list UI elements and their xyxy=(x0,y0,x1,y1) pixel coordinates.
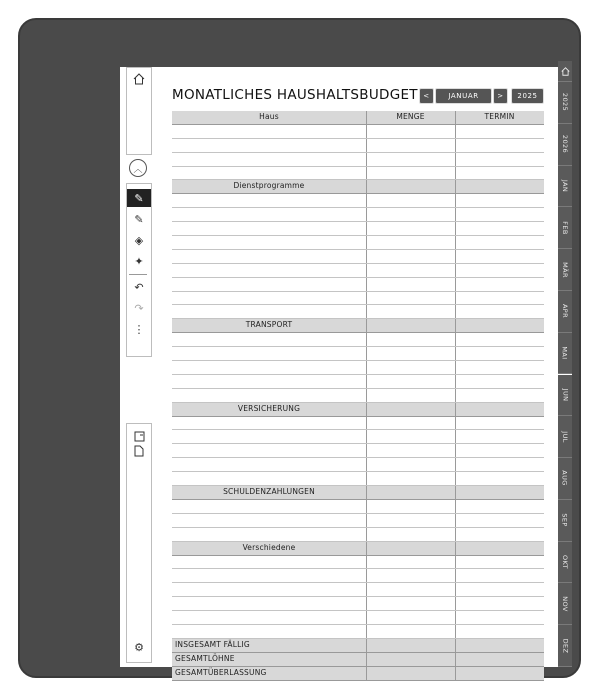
redo-icon[interactable]: ↷ xyxy=(134,301,144,315)
more-icon[interactable]: ⋮ xyxy=(133,322,145,336)
tab-label: DEZ xyxy=(561,638,570,653)
tab-0[interactable] xyxy=(558,82,572,124)
home-icon[interactable] xyxy=(127,70,151,88)
column-divider xyxy=(366,153,367,166)
section-header-row xyxy=(172,319,544,333)
table-row[interactable] xyxy=(172,458,544,472)
column-divider xyxy=(366,556,367,569)
section-label: VERSICHERUNG xyxy=(237,403,301,413)
tab-home[interactable] xyxy=(558,61,572,82)
column-divider xyxy=(366,597,367,610)
column-divider xyxy=(455,139,456,152)
column-divider xyxy=(455,305,456,318)
month-selector[interactable]: JANUAR xyxy=(435,88,492,104)
total-row xyxy=(172,667,544,681)
tab-label: 2025 xyxy=(561,93,569,112)
column-divider xyxy=(455,125,456,138)
section-label: SCHULDENZAHLUNGEN xyxy=(223,487,315,497)
table-row[interactable] xyxy=(172,597,544,611)
column-divider xyxy=(366,278,367,291)
total-row xyxy=(172,639,544,653)
column-divider xyxy=(455,597,456,610)
table-row[interactable] xyxy=(172,236,544,250)
tab-label: OKT xyxy=(561,555,570,570)
column-divider xyxy=(455,528,456,541)
toolbar-tools xyxy=(126,156,152,357)
tab-label: JUN xyxy=(561,388,569,402)
column-divider xyxy=(455,250,456,263)
column-divider xyxy=(366,222,367,235)
column-divider xyxy=(455,264,456,277)
table-row[interactable] xyxy=(172,222,544,236)
column-divider xyxy=(366,514,367,527)
total-label: INSGESAMT FÄLLIG xyxy=(175,639,250,649)
total-label: GESAMTÜBERLASSUNG xyxy=(175,667,267,677)
column-divider xyxy=(366,639,367,652)
tab-label: MÄR xyxy=(561,261,569,278)
eraser-icon[interactable]: ◈ xyxy=(134,233,144,247)
column-divider xyxy=(455,556,456,569)
table-row[interactable] xyxy=(172,444,544,458)
column-divider xyxy=(455,583,456,596)
year-selector[interactable]: 2025 xyxy=(511,88,544,104)
table-row[interactable] xyxy=(172,347,544,361)
column-divider xyxy=(455,653,456,666)
column-divider xyxy=(455,514,456,527)
device-frame xyxy=(18,18,581,678)
tab-label: MAI xyxy=(560,346,569,360)
tab-label: 2026 xyxy=(561,135,569,154)
screen xyxy=(120,67,572,677)
column-divider xyxy=(366,194,367,207)
column-divider xyxy=(455,194,456,207)
table-row[interactable] xyxy=(172,194,544,208)
column-divider xyxy=(455,403,456,416)
column-divider xyxy=(455,167,456,180)
column-divider xyxy=(455,180,456,193)
column-divider xyxy=(455,500,456,513)
column-divider xyxy=(455,430,456,443)
home-tab-icon xyxy=(561,67,570,76)
column-divider xyxy=(366,361,367,374)
tab-label: APR xyxy=(561,304,569,319)
column-header-2: MENGE xyxy=(396,112,425,121)
column-divider xyxy=(366,403,367,416)
column-divider xyxy=(366,667,367,680)
tab-7[interactable] xyxy=(558,375,572,417)
table-row[interactable] xyxy=(172,583,544,597)
table-row[interactable] xyxy=(172,208,544,222)
tab-3[interactable] xyxy=(558,207,572,249)
column-divider xyxy=(455,319,456,332)
column-header-row xyxy=(172,111,544,125)
tab-8[interactable] xyxy=(558,416,572,458)
column-divider xyxy=(366,486,367,499)
table-row[interactable] xyxy=(172,361,544,375)
column-divider xyxy=(366,653,367,666)
table-row[interactable] xyxy=(172,333,544,347)
tab-label: JUL xyxy=(561,430,569,443)
table-row[interactable] xyxy=(172,417,544,431)
column-divider xyxy=(366,208,367,221)
column-divider xyxy=(455,153,456,166)
column-divider xyxy=(455,389,456,402)
column-divider xyxy=(455,444,456,457)
tool-divider xyxy=(129,274,147,275)
tab-6[interactable] xyxy=(558,333,572,375)
toolbar-document xyxy=(126,423,152,663)
column-divider xyxy=(455,222,456,235)
section-label: TRANSPORT xyxy=(245,320,293,330)
table-row[interactable] xyxy=(172,430,544,444)
table-row[interactable] xyxy=(172,125,544,139)
table-row[interactable] xyxy=(172,569,544,583)
tab-5[interactable] xyxy=(558,291,572,333)
column-divider xyxy=(455,278,456,291)
column-divider xyxy=(366,625,367,638)
column-divider xyxy=(366,333,367,346)
toolbar-home-panel xyxy=(126,67,152,155)
column-header-1: Haus xyxy=(259,112,279,121)
table-row[interactable] xyxy=(172,389,544,403)
settings-icon[interactable]: ⚙ xyxy=(134,640,144,654)
table-row[interactable] xyxy=(172,500,544,514)
column-divider xyxy=(366,292,367,305)
column-divider xyxy=(366,305,367,318)
column-divider xyxy=(455,347,456,360)
section-header-row xyxy=(172,542,544,556)
table-row[interactable] xyxy=(172,611,544,625)
table-row[interactable] xyxy=(172,375,544,389)
tab-1[interactable] xyxy=(558,124,572,166)
table-row[interactable] xyxy=(172,139,544,153)
table-row[interactable] xyxy=(172,305,544,319)
column-divider xyxy=(455,333,456,346)
column-divider xyxy=(455,625,456,638)
table-row[interactable] xyxy=(172,528,544,542)
month-tabs xyxy=(558,82,572,667)
next-month-button[interactable]: > xyxy=(493,88,508,104)
page-title: MONATLICHES HAUSHALTSBUDGET xyxy=(172,87,418,103)
undo-icon[interactable]: ↶ xyxy=(134,280,144,294)
column-header-3: TERMIN xyxy=(484,112,515,121)
column-divider xyxy=(455,472,456,485)
tab-label: FEB xyxy=(560,220,569,235)
tab-label: AUG xyxy=(561,470,570,487)
tab-13[interactable] xyxy=(558,625,572,667)
column-divider xyxy=(366,569,367,582)
column-divider xyxy=(455,236,456,249)
column-divider xyxy=(366,139,367,152)
tab-9[interactable] xyxy=(558,458,572,500)
column-divider xyxy=(366,458,367,471)
tab-12[interactable] xyxy=(558,583,572,625)
column-divider xyxy=(366,250,367,263)
tab-4[interactable] xyxy=(558,249,572,291)
table-row[interactable] xyxy=(172,167,544,181)
table-row[interactable] xyxy=(172,556,544,570)
tab-label: SEP xyxy=(560,513,569,527)
table-row[interactable] xyxy=(172,472,544,486)
tab-2[interactable] xyxy=(558,166,572,208)
page-icon[interactable] xyxy=(127,442,151,460)
column-divider xyxy=(366,167,367,180)
column-divider xyxy=(366,500,367,513)
column-divider xyxy=(455,611,456,624)
column-divider xyxy=(455,361,456,374)
column-divider xyxy=(366,375,367,388)
column-divider xyxy=(366,125,367,138)
table-row[interactable] xyxy=(172,625,544,639)
table-row[interactable] xyxy=(172,153,544,167)
column-divider xyxy=(366,583,367,596)
column-divider xyxy=(455,458,456,471)
column-divider xyxy=(455,569,456,582)
tab-label: NOV xyxy=(561,596,570,612)
column-divider xyxy=(366,444,367,457)
column-divider xyxy=(366,528,367,541)
section-header-row xyxy=(172,403,544,417)
column-divider xyxy=(366,389,367,402)
column-divider xyxy=(455,375,456,388)
column-divider xyxy=(455,542,456,555)
tab-10[interactable] xyxy=(558,500,572,542)
column-divider xyxy=(455,292,456,305)
marker-icon[interactable]: ✎ xyxy=(134,212,144,226)
table-row[interactable] xyxy=(172,264,544,278)
column-divider xyxy=(366,347,367,360)
column-divider xyxy=(455,486,456,499)
column-divider xyxy=(366,542,367,555)
pen-icon[interactable]: ✎ xyxy=(127,189,151,207)
column-divider xyxy=(366,264,367,277)
total-label: GESAMTLÖHNE xyxy=(175,653,235,663)
table-row[interactable] xyxy=(172,514,544,528)
column-divider xyxy=(455,417,456,430)
table-row[interactable] xyxy=(172,278,544,292)
tab-label: JAN xyxy=(561,179,569,193)
total-row xyxy=(172,653,544,667)
section-label: Verschiedene xyxy=(242,542,296,552)
section-header-row xyxy=(172,180,544,194)
lasso-icon[interactable]: ✦ xyxy=(134,254,144,268)
column-divider xyxy=(366,417,367,430)
column-divider xyxy=(366,611,367,624)
column-divider xyxy=(366,319,367,332)
column-divider xyxy=(455,639,456,652)
prev-month-button[interactable]: < xyxy=(419,88,434,104)
table-row[interactable] xyxy=(172,250,544,264)
tab-11[interactable] xyxy=(558,542,572,584)
column-divider xyxy=(366,236,367,249)
column-divider xyxy=(366,430,367,443)
table-row[interactable] xyxy=(172,292,544,306)
column-divider xyxy=(366,180,367,193)
column-divider xyxy=(455,208,456,221)
budget-table xyxy=(172,111,544,681)
section-label: Dienstprogramme xyxy=(233,181,305,191)
column-divider xyxy=(366,472,367,485)
column-divider xyxy=(455,667,456,680)
section-header-row xyxy=(172,486,544,500)
collapse-icon[interactable]: ︿ xyxy=(129,159,147,177)
